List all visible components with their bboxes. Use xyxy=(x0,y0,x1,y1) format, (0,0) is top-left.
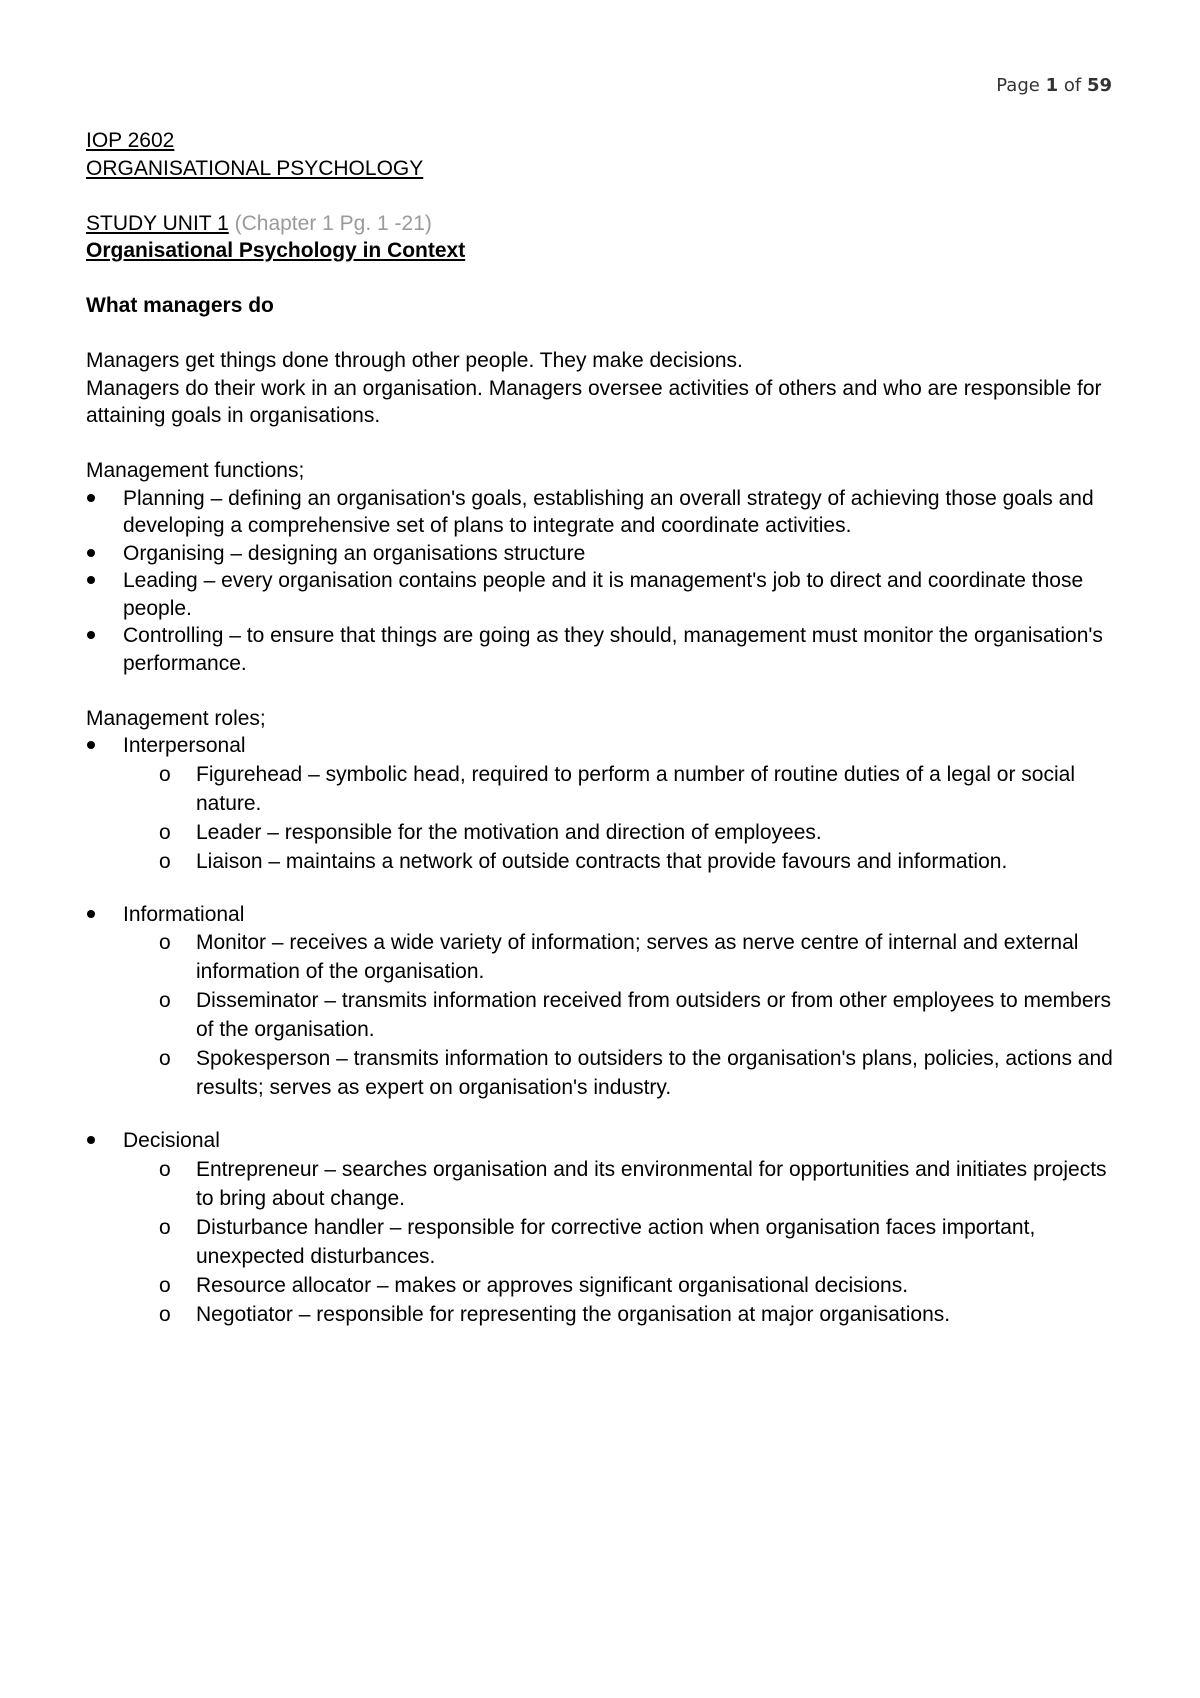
unit-reference: (Chapter 1 Pg. 1 -21) xyxy=(234,211,432,235)
role-item-text: Disseminator – transmits information received from outsiders or from other employees to members of the organisation. xyxy=(196,989,1111,1041)
role-group-name: Interpersonal xyxy=(123,734,246,757)
function-item: Leading – every organisation contains people and it is management's job to direct and coordinate those people. xyxy=(86,567,1116,622)
role-sublist xyxy=(123,928,1116,1102)
sub-bullet-icon: o xyxy=(159,762,171,786)
intro-line-1: Managers get things done through other people. They make decisions. xyxy=(86,349,743,372)
sub-bullet-icon: o xyxy=(159,1273,171,1297)
role-group-interpersonal xyxy=(86,732,1116,901)
document-body xyxy=(86,127,1116,1329)
role-item xyxy=(86,818,1116,847)
sub-bullet-icon: o xyxy=(159,1215,171,1239)
roles-list xyxy=(86,732,1116,1329)
role-item-text: Liaison – maintains a network of outside contracts that provide favours and information. xyxy=(196,849,1008,873)
function-item: Organising – designing an organisations structure xyxy=(86,540,1116,568)
role-group-name: Informational xyxy=(123,902,245,926)
unit-heading xyxy=(86,210,1116,238)
role-item-text: Figurehead – symbolic head, required to perform a number of routine duties of a legal or social nature. xyxy=(196,762,1075,815)
intro-line-2: Managers do their work in an organisation. Managers oversee activities of others and who are responsible for attaining goals in organisations. xyxy=(86,376,1102,427)
role-sublist xyxy=(123,1155,1116,1329)
unit-label: STUDY UNIT 1 xyxy=(86,211,229,235)
role-item xyxy=(86,1300,1116,1329)
role-item-text: Entrepreneur – searches organisation and its environmental for opportunities and initiates projects to bring about change. xyxy=(196,1157,1107,1210)
role-item xyxy=(86,1155,1116,1213)
function-item: Controlling – to ensure that things are going as they should, management must monitor the organisation's performance. xyxy=(86,622,1116,677)
page-current: 1 xyxy=(1045,75,1059,96)
function-item: Planning – defining an organisation's goals, establishing an overall strategy of achieving those goals and developing a comprehensive set of plans to integrate and coordinate activities. xyxy=(86,485,1116,540)
unit-title: Organisational Psychology in Context xyxy=(86,239,466,262)
role-item-text: Leader – responsible for the motivation and direction of employees. xyxy=(196,820,822,844)
role-item xyxy=(86,760,1116,818)
section-heading: What managers do xyxy=(86,294,274,317)
role-item xyxy=(86,1271,1116,1300)
sub-bullet-icon: o xyxy=(159,989,171,1012)
page-label: Page xyxy=(996,75,1040,96)
role-item xyxy=(86,1213,1116,1271)
role-group-name: Decisional xyxy=(123,1129,220,1152)
sub-bullet-icon: o xyxy=(159,931,171,954)
page-total: 59 xyxy=(1086,75,1112,96)
role-item-text: Resource allocator – makes or approves significant organisational decisions. xyxy=(196,1273,909,1297)
role-item xyxy=(86,847,1116,876)
role-item-text: Disturbance handler – responsible for corrective action when organisation faces important, unexpected disturbances. xyxy=(196,1215,1036,1268)
role-item-text: Monitor – receives a wide variety of information; serves as nerve centre of internal and external information of the organisation. xyxy=(196,931,1079,983)
role-sublist xyxy=(123,760,1116,876)
role-item xyxy=(86,986,1116,1044)
sub-bullet-icon: o xyxy=(159,1047,171,1070)
page-number xyxy=(996,75,1112,96)
role-item xyxy=(86,928,1116,986)
course-code: IOP 2602 xyxy=(86,129,175,152)
role-item-text: Negotiator – responsible for representing the organisation at major organisations. xyxy=(196,1302,951,1326)
role-item-text: Spokesperson – transmits information to outsiders to the organisation's plans, policies, actions and results; serves as expert on organisation's industry. xyxy=(196,1047,1113,1099)
role-item xyxy=(86,1044,1116,1102)
sub-bullet-icon: o xyxy=(159,849,171,873)
page-of: of xyxy=(1063,75,1082,96)
functions-heading: Management functions; xyxy=(86,459,305,482)
functions-list xyxy=(86,485,1116,678)
role-group-informational xyxy=(86,901,1116,1128)
sub-bullet-icon: o xyxy=(159,1302,171,1326)
course-title: ORGANISATIONAL PSYCHOLOGY xyxy=(86,156,424,180)
role-group-decisional xyxy=(86,1127,1116,1329)
sub-bullet-icon: o xyxy=(159,820,171,844)
roles-heading: Management roles; xyxy=(86,706,266,730)
sub-bullet-icon: o xyxy=(159,1157,171,1181)
